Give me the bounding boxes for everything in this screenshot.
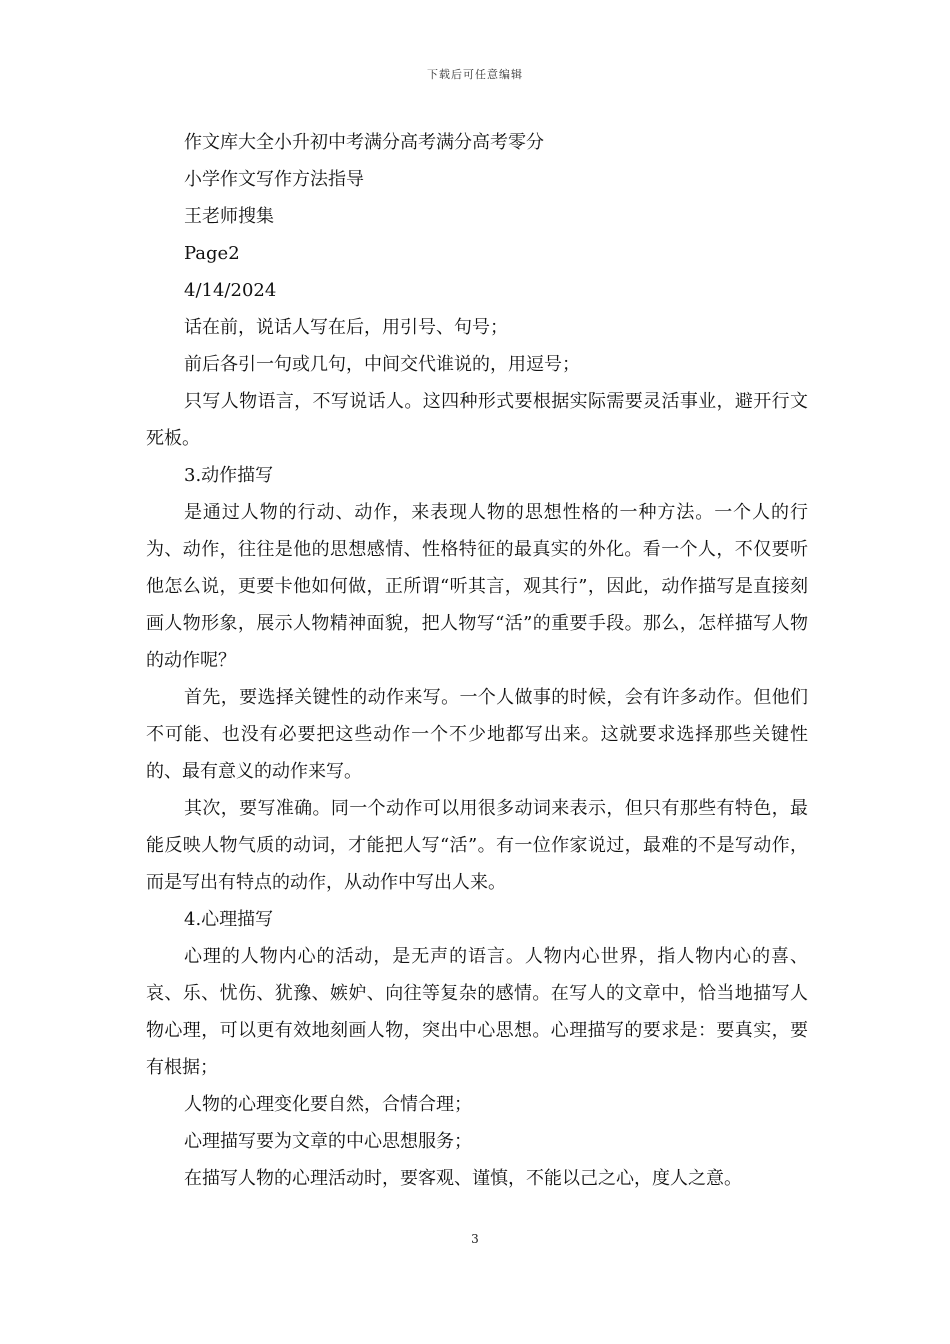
page-header: 下载后可任意编辑 [427, 68, 523, 81]
paragraph: 在描写人物的心理活动时，要客观、谨慎，不能以己之心，度人之意。 [184, 1168, 742, 1189]
section-heading: 4.心理描写 [184, 909, 274, 930]
text-line: 话在前，说话人写在后，用引号、句号； [184, 317, 508, 338]
paragraph: 心理描写要为文章的中心思想服务； [184, 1131, 472, 1152]
text-line: 前后各引一句或几句，中间交代谁说的，用逗号； [184, 354, 580, 375]
paragraph: 其次，要写准确。同一个动作可以用很多动词来表示，但只有那些有特色，最能反映人物气质的动词，才能把人写“活”。有一位作家说过，最难的不是写动作，而是写出有特点的动作，从动作中写出人来。 [146, 798, 808, 893]
paragraph: 只写人物语言，不写说话人。这四种形式要根据实际需要灵活事业，避开行文死板。 [146, 391, 808, 449]
paragraph: 是通过人物的行动、动作，来表现人物的思想性格的一种方法。一个人的行为、动作，往往是他的思想感情、性格特征的最真实的外化。看一个人，不仅要听他怎么说，更要卡他如何做，正所谓“听其言，观其行”，因此，动作描写是直接刻画人物形象，展示人物精神面貌，把人物写“活”的重要手段。那么，怎样描写人物的动作呢？ [146, 502, 808, 671]
page-number: 3 [471, 1232, 479, 1246]
paragraph: 首先，要选择关键性的动作来写。一个人做事的时候，会有许多动作。但他们不可能、也没有必要把这些动作一个不少地都写出来。这就要求选择那些关键性的、最有意义的动作来写。 [146, 687, 808, 782]
text-line: 小学作文写作方法指导 [184, 169, 364, 190]
document-body [146, 124, 808, 1197]
section-heading: 3.动作描写 [184, 465, 274, 486]
text-line: Page2 [184, 243, 240, 264]
text-line: 4/14/2024 [184, 280, 277, 301]
text-line: 王老师搜集 [184, 206, 274, 227]
text-line: 作文库大全小升初中考满分高考满分高考零分 [184, 132, 544, 153]
paragraph: 人物的心理变化要自然，合情合理； [184, 1094, 472, 1115]
paragraph: 心理的人物内心的活动，是无声的语言。人物内心世界，指人物内心的喜、哀、乐、忧伤、犹豫、嫉妒、向往等复杂的感情。在写人的文章中，恰当地描写人物心理，可以更有效地刻画人物，突出中心思想。心理描写的要求是：要真实，要有根据； [146, 946, 808, 1078]
